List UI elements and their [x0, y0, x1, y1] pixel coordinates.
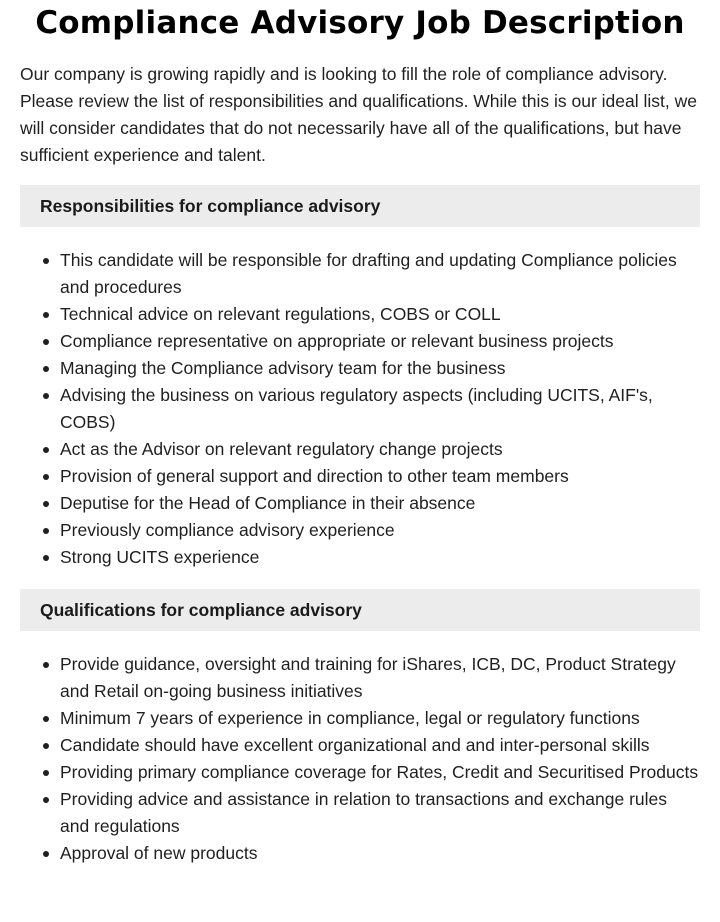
list-item: Approval of new products [60, 840, 700, 867]
list-item: Candidate should have excellent organizational and and inter-personal skills [60, 732, 700, 759]
list-item: Compliance representative on appropriate or relevant business projects [60, 328, 700, 355]
list-item: Providing primary compliance coverage for Rates, Credit and Securitised Products [60, 759, 700, 786]
qualifications-heading: Qualifications for compliance advisory [40, 599, 362, 620]
responsibilities-section-header [20, 185, 700, 227]
list-item: Act as the Advisor on relevant regulatory change projects [60, 436, 700, 463]
responsibilities-heading: Responsibilities for compliance advisory [40, 195, 381, 216]
list-item: Provision of general support and direction to other team members [60, 463, 700, 490]
list-item: Previously compliance advisory experience [60, 517, 700, 544]
responsibilities-list [20, 247, 700, 571]
list-item: Advising the business on various regulatory aspects (including UCITS, AIF's, COBS) [60, 382, 700, 436]
list-item: This candidate will be responsible for drafting and updating Compliance policies and procedures [60, 247, 700, 301]
list-item: Deputise for the Head of Compliance in their absence [60, 490, 700, 517]
intro-paragraph: Our company is growing rapidly and is looking to fill the role of compliance advisory. Please review the list of responsibilities and qualifications. While this is our ideal list, we will consider candidates that do not necessarily have all of the qualifications, but have sufficient experience and talent. [20, 64, 697, 165]
list-item: Providing advice and assistance in relation to transactions and exchange rules and regulations [60, 786, 700, 840]
qualifications-list [20, 651, 700, 867]
list-item: Provide guidance, oversight and training for iShares, ICB, DC, Product Strategy and Retail on-going business initiatives [60, 651, 700, 705]
list-item: Managing the Compliance advisory team for the business [60, 355, 700, 382]
qualifications-section-header [20, 589, 700, 631]
list-item: Strong UCITS experience [60, 544, 700, 571]
list-item: Technical advice on relevant regulations, COBS or COLL [60, 301, 700, 328]
page-title: Compliance Advisory Job Description [35, 5, 685, 41]
list-item: Minimum 7 years of experience in compliance, legal or regulatory functions [60, 705, 700, 732]
